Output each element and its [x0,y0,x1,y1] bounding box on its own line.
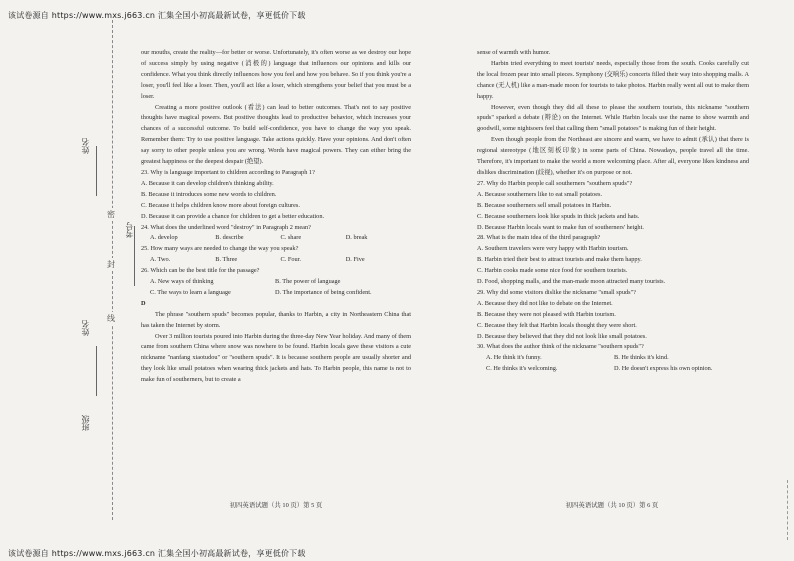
name-label: 姓名 [81,138,90,154]
option: C. The ways to learn a language [150,288,231,296]
option: A. New ways of thinking [150,278,214,286]
option: C. Because they felt that Harbin locals thought they were short. [477,321,637,329]
options-row [150,255,411,266]
left-page [141,48,411,386]
binding-margin [78,130,134,460]
option: B. Because they were not pleased with Harbin tourism. [477,310,616,318]
options-row [150,233,411,244]
options-row [486,353,749,364]
watermark-top: 该试卷源自 https://www.mxs.j663.cn 汇集全国小初高最新试卷，享更低价下载 [8,11,306,20]
option: A. Two. [150,256,171,264]
option: A. develop [150,234,178,242]
option: A. Southern travelers were very happy with Harbin tourism. [477,245,629,253]
option: D. Because it can provide a chance for children to get a better education. [141,212,325,220]
option: B. The power of language [275,278,341,286]
passage-c-paragraph: our mouths, create the reality—for better or worse. Unfortunately, it's often worse as we destroy our hope of success simply by using negative (消极的) language that influences our opinions and kills our confidence. What you think directly influences how you feel and how you behave. So if you think you're a loser, you'll feel like a loser. Then, you'll act like a loser, which strengthens your belief that you must be a loser. [141,49,411,100]
passage-d-paragraph: The phrase "southern spuds" becomes popular, thanks to Harbin, a city in Northeastern China that has taken the Internet by storm. [141,310,411,329]
option: D. break [345,234,368,242]
question-24: 24. What does the underlined word "destroy" in Paragraph 2 mean? [141,223,311,231]
passage-d-paragraph: Harbin tried everything to meet tourists' needs, especially those from the south. Cooks carefully cut the local frozen pear into small pieces. Symphony (交响乐) concerts filled their way into shopping malls. A chance (无人机) like a man-made moon for tourists to take photos. Harbin really went all out to make them happy. [477,59,749,100]
option: B. He thinks it's kind. [614,354,669,362]
passage-d-paragraph: Even though people from the Northeast are sincere and warm, we have to admit (承认) that there is regional stereotype (地区刻板印象) in some parts of China. Nowadays, people travel all the time. Therefore, it's important to make the world a more welcoming place. After all, everyone likes kindness and dislikes discrimination (歧视), whether it's on purpose or not. [477,136,749,176]
school-label: 姓名 [81,320,90,336]
name-line [96,146,97,196]
watermark-bottom: 该试卷源自 https://www.mxs.j663.cn 汇集全国小初高最新试卷，享更低价下载 [8,549,306,558]
passage-d-paragraph: However, even though they did all these to please the southern tourists, this nickname "southern spuds" sparked a debate (辩论) on the Internet. While Harbin locals use the name to show warmth and goodwill, some nightsoers feel that calling them "small potatoes" is making fun of their height. [477,103,749,133]
option: D. Food, shopping malls, and the man-made moon attracted many tourists. [477,278,666,286]
right-page-footer: 初四英语试题（共 10 页）第 6 页 [565,502,659,509]
right-page [477,48,749,375]
option: C. Because it helps children know more about foreign cultures. [141,201,300,209]
option: D. Five [345,256,365,264]
option: A. He think it's funny. [486,354,542,362]
option: B. Because southerners sell small potatoes in Harbin. [477,201,612,209]
left-page-footer: 初四英语试题（共 10 页）第 5 页 [229,502,323,509]
option: A. Because they did not like to debate on the Internet. [477,299,613,307]
option: D. Because they believed that they did not look like small potatoes. [477,332,647,340]
seal-char-2: 封 [107,260,115,269]
seal-char-3: 线 [107,314,115,323]
option: A. Because southerners like to eat small potatoes. [477,190,603,198]
question-25: 25. How many ways are needed to change the way you speak? [141,245,299,253]
options-row [150,277,411,288]
passage-d-paragraph: sense of warmth with humor. [477,49,551,56]
options-row [486,364,749,375]
passage-d-paragraph: Over 3 million tourists poured into Harbin during the three-day New Year holiday. And many of them came from southern China where snow was nowhere to be found. Harbin locals gave these visitors a cute nickname "nanfang xiaotudou" or "southern spuds". It is because southern people are usually shorter and they look like small potatoes when wearing thick jackets and hats. To Harbin people, this name is not to make fun of southerners, but to create a [141,332,411,384]
option: B. Three [215,256,238,264]
question-23: 23. Why is language important to children according to Paragraph 1? [141,168,315,176]
school-line [96,346,97,396]
option: A. Because it can develop children's thinking ability. [141,179,274,187]
question-27: 27. Why do Harbin people call southerners "southern spuds"? [477,179,633,187]
option: B. Harbin tried their best to attract tourists and make them happy. [477,256,642,264]
option: C. share [280,234,302,242]
class-label: 班级 [81,415,90,431]
option: C. Four. [280,256,301,264]
question-29: 29. Why did some visitors dislike the nickname "small spuds"? [477,288,636,296]
question-26: 26. Which can be the best title for the passage? [141,267,260,275]
option: C. Because southerners look like spuds in thick jackets and hats. [477,212,640,220]
option: B. Because it introduces some new words to children. [141,190,277,198]
question-30: 30. What does the author think of the nickname "southern spuds"? [477,343,644,351]
section-letter: D [141,299,146,307]
seal-char-1: 密 [107,210,115,219]
option: B. describe [215,234,244,242]
option: C. He thinks it's welcoming. [486,365,558,373]
options-row [150,288,411,299]
question-28: 28. What is the main idea of the third paragraph? [477,234,601,242]
scan-edge [781,480,788,540]
id-label: 考号 [125,222,134,238]
option: D. The importance of being confident. [275,288,372,296]
passage-c-paragraph: Creating a more positive outlook (看法) can lead to better outcomes. That's not to say positive thoughts have magical powers. But positive thoughts lead to productive behavior, which increases your chances of a successful outcome. To build self-confidence, you have to change the way you speak. Remember them: Try to use positive language. Take actions quickly. Have your opinions. And don't often say sorry to other people unless you are wrong. Words have magical powers. They can either bring the greatest happiness or the deepest despair (绝望). [141,103,411,166]
id-line [134,226,135,286]
option: D. Because Harbin locals want to make fun of southerners' height. [477,223,644,231]
option: C. Harbin cooks made some nice food for southern tourists. [477,267,628,275]
option: D. He doesn't express his own opinion. [614,365,713,373]
